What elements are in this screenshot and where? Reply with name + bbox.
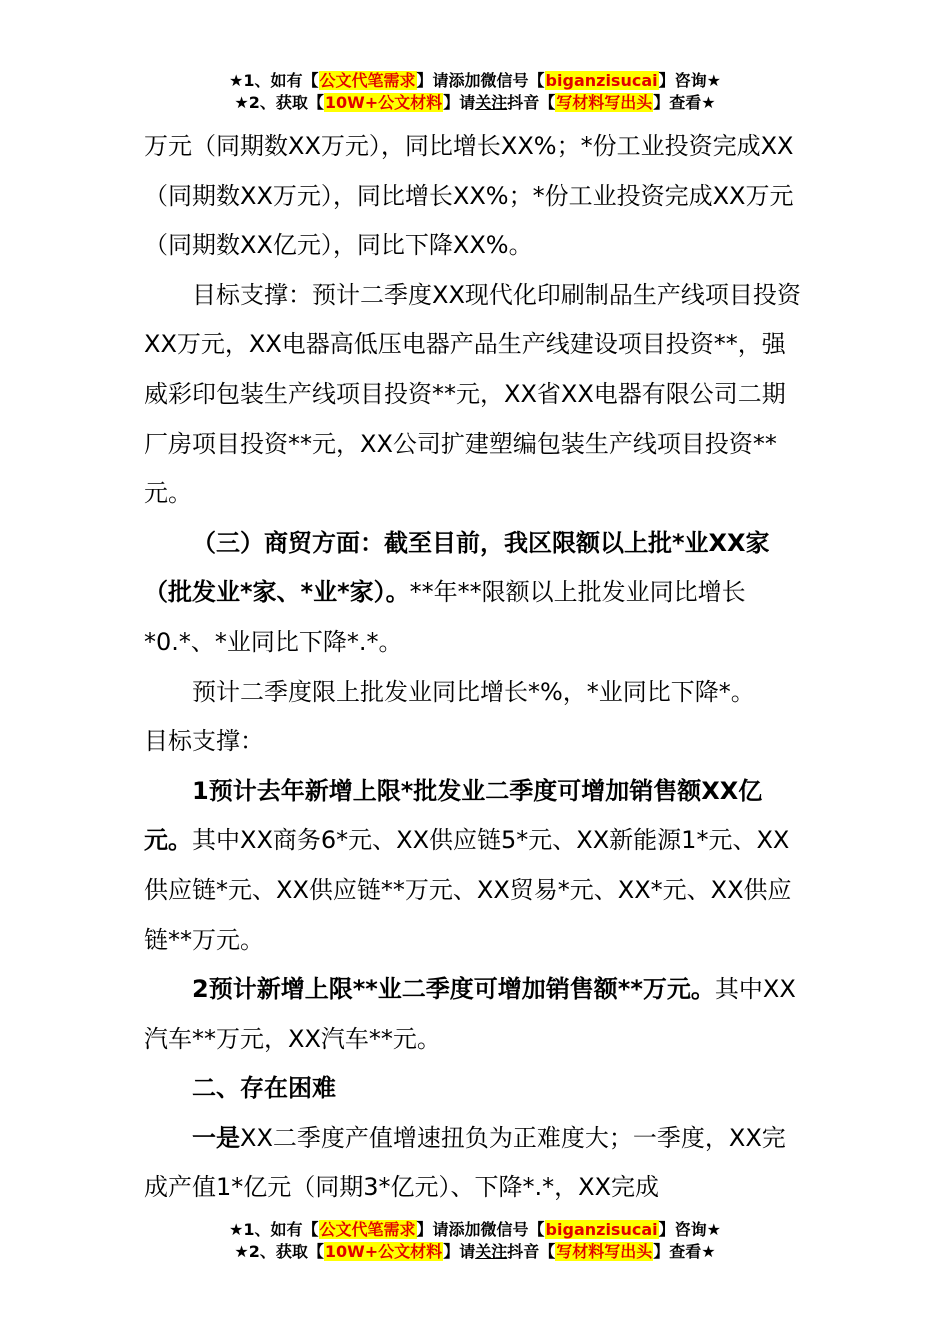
banner-line-1 — [0, 1219, 950, 1241]
banner-text: 】请 — [443, 1242, 476, 1261]
banner-wechat-id: biganzisucai — [545, 1220, 658, 1239]
paragraph: 万元（同期数XX万元），同比增长XX%；*份工业投资完成XX（同期数XX万元），同比增长XX%；*份工业投资完成XX万元（同期数XX亿元），同比下降XX%。 — [144, 132, 794, 260]
paragraph — [144, 1114, 808, 1213]
banner-text: 抖音【 — [507, 1242, 556, 1261]
paragraph: 目标支撑： — [144, 727, 264, 756]
banner-underline: 关注 — [475, 93, 508, 112]
banner-text: ★1、如有【 — [229, 71, 319, 90]
paragraph-text: XX二季度产值增速扭负为正难度大；一季度，XX完成产值1*亿元（同期3*亿元）、下降*.*，XX完成 — [144, 1123, 786, 1202]
footer-banner — [0, 1219, 950, 1263]
paragraph — [144, 767, 808, 965]
paragraph — [144, 965, 808, 1064]
banner-text: 】请 — [443, 93, 476, 112]
banner-highlight: 写材料写出头 — [556, 93, 653, 112]
banner-highlight: 公文代笔需求 — [319, 71, 416, 90]
paragraph — [144, 519, 808, 668]
banner-highlight: 10W+公文材料 — [324, 93, 443, 112]
document-body — [144, 122, 808, 1213]
header-banner — [0, 70, 950, 114]
paragraph: 目标支撑：预计二季度XX现代化印刷制品生产线项目投资XX万元，XX电器高低压电器产品生产线建设项目投资**，强威彩印包装生产线项目投资**元，XX省XX电器有限公司二期厂房项目投资**元，XX公司扩建塑编包装生产线项目投资**元。 — [144, 280, 801, 508]
section-heading: （三）商贸方面：截至目前，我区限额以上批*业XX家（批发业*家、*业*家）。 — [144, 528, 770, 607]
item-heading: 1预计去年新增上限*批发业二季度可增加销售额XX亿元。 — [144, 776, 763, 855]
banner-line-2 — [0, 1241, 950, 1263]
item-heading: 2预计新增上限**业二季度可增加销售额**万元。 — [192, 975, 715, 1004]
banner-text: 】请添加微信号【 — [416, 71, 545, 90]
banner-line-2 — [0, 92, 950, 114]
banner-text: ★2、获取【 — [234, 1242, 324, 1261]
banner-text: 】咨询★ — [658, 71, 721, 90]
banner-underline: 关注 — [475, 1242, 508, 1261]
section-title: 二、存在困难 — [192, 1074, 336, 1103]
item-lead: 一是 — [192, 1123, 240, 1152]
banner-text: ★1、如有【 — [229, 1220, 319, 1239]
paragraph-text: 其中XX商务6*元、XX供应链5*元、XX新能源1*元、XX供应链*元、XX供应链**万元、XX贸易*元、XX*元、XX供应链**万元。 — [144, 826, 792, 954]
banner-text: 抖音【 — [507, 93, 556, 112]
banner-line-1 — [0, 70, 950, 92]
banner-text: ★2、获取【 — [234, 93, 324, 112]
banner-highlight: 写材料写出头 — [556, 1242, 653, 1261]
banner-wechat-id: biganzisucai — [545, 71, 658, 90]
banner-text: 】请添加微信号【 — [416, 1220, 545, 1239]
banner-text: 】咨询★ — [658, 1220, 721, 1239]
banner-text: 】查看★ — [653, 1242, 716, 1261]
paragraph: 预计二季度限上批发业同比增长*%，*业同比下降*。 — [192, 677, 755, 706]
paragraph-text: 其中XX汽车**万元，XX汽车**元。 — [144, 975, 796, 1053]
banner-highlight: 10W+公文材料 — [324, 1242, 443, 1261]
banner-text: 】查看★ — [653, 93, 716, 112]
banner-highlight: 公文代笔需求 — [319, 1220, 416, 1239]
paragraph-text: **年**限额以上批发业同比增长*0.*、*业同比下降*.*。 — [144, 578, 746, 656]
